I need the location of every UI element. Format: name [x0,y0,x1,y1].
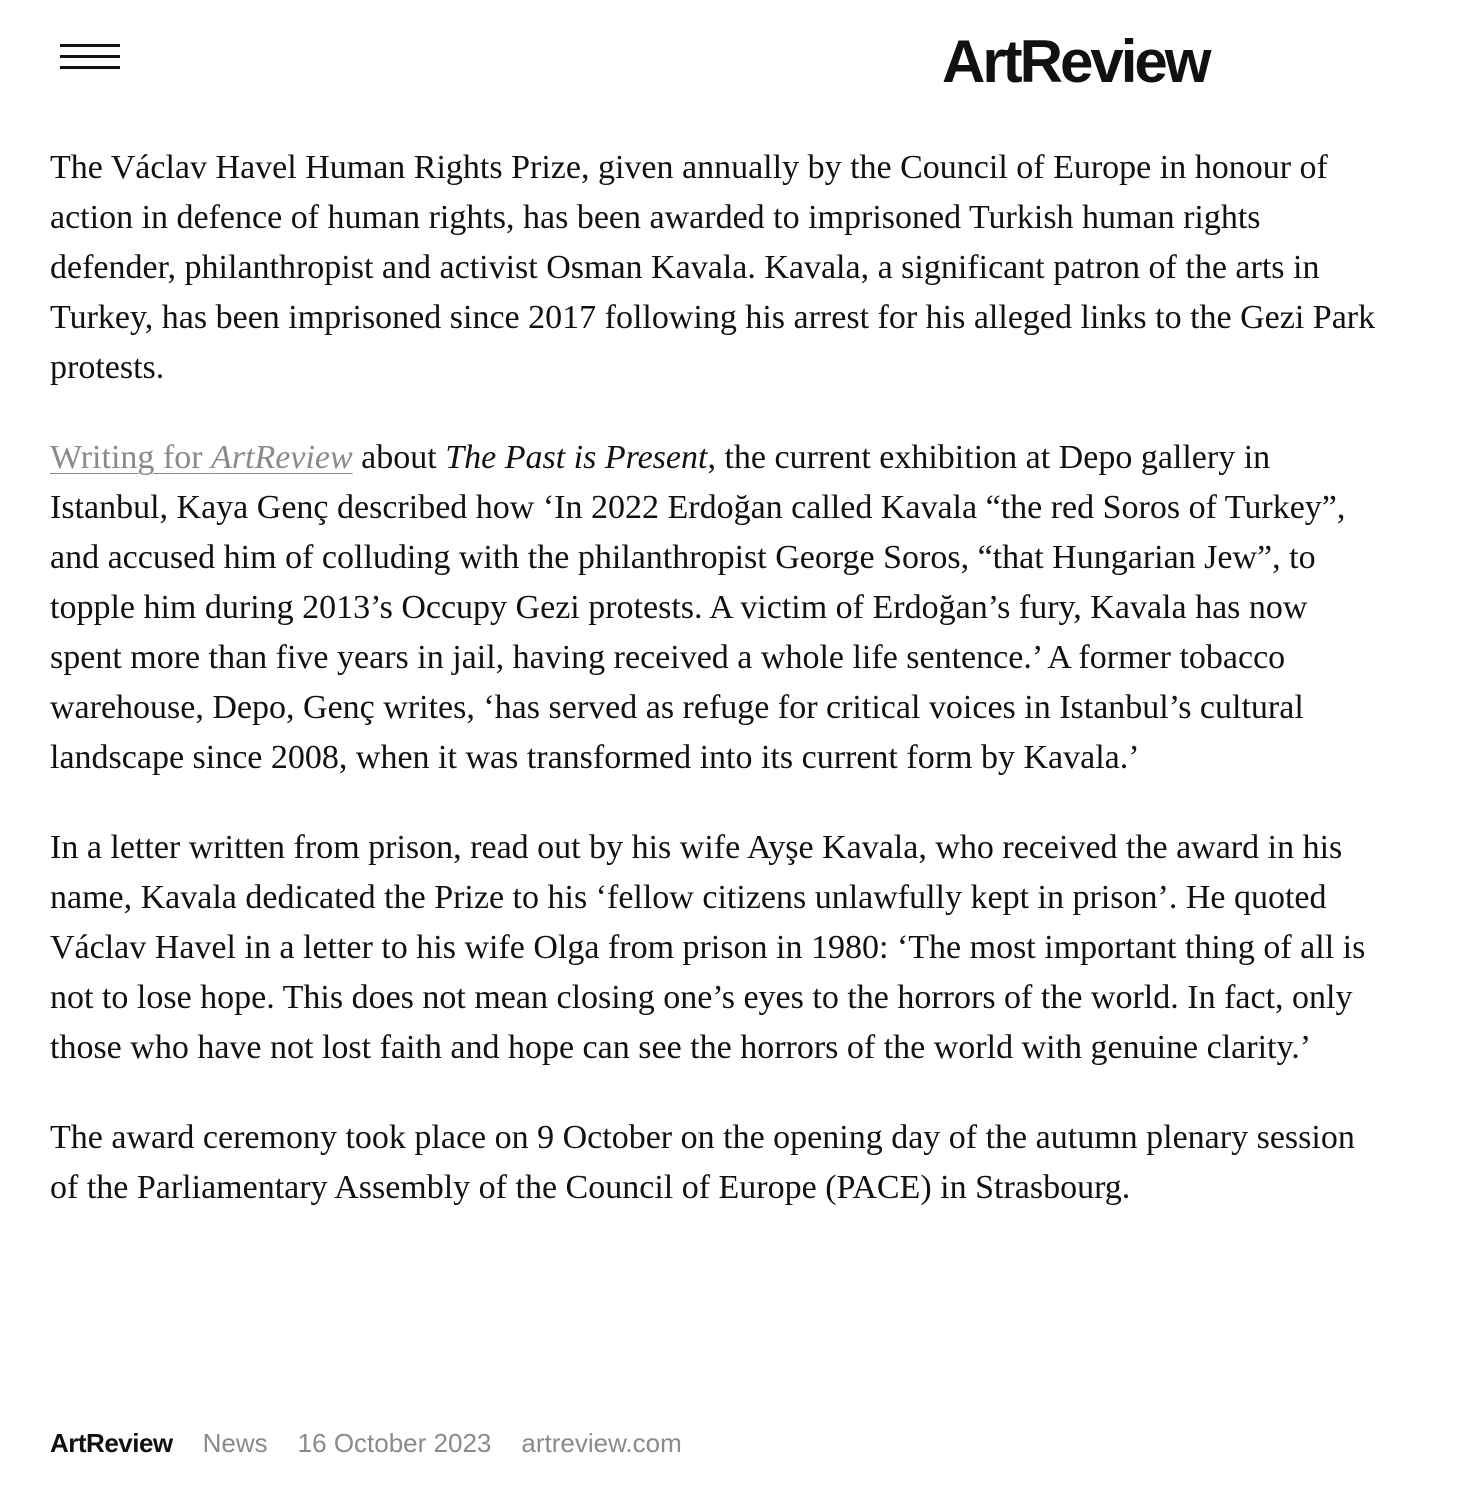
footer-brand[interactable]: ArtReview [50,1428,173,1458]
menu-bar-middle [60,55,120,58]
article-paragraph-4: The award ceremony took place on 9 October on the opening day of the autumn plenary session of the Parliamentary Assembly of the Council of Europe (PACE) in Strasbourg. [50,1119,1355,1206]
menu-bar-bottom [60,66,120,69]
footer-domain[interactable]: artreview.com [521,1428,682,1458]
menu-bar-top [60,44,120,47]
site-logo[interactable]: ArtReview [942,28,1209,95]
article-paragraph-3: In a letter written from prison, read out by his wife Ayşe Kavala, who received the award in his name, Kavala dedicated the Prize to his ‘fellow citizens unlawfully kept in prison’. He quoted Václav Havel in a letter to his wife Olga from prison in 1980: ‘The most important thing of all is not to lose hope. This does not mean closing one’s eyes to the horrors of the world. In fact, only those who have not lost faith and hope can see the horrors of the world with genuine clarity.’ [50,829,1366,1066]
link-italic-title: ArtReview [211,439,353,476]
site-header [0,0,1482,120]
link-prefix: Writing for [50,439,212,476]
paragraph-2-text-b: , the current exhibition at Depo gallery in Istanbul, Kaya Genç described how ‘In 2022 Erdoğan called Kavala “the red Soros of Turkey”, and accused him of colluding with the philanthropist George Soros, “that Hungarian Jew”, to topple him during 2013’s Occupy Gezi protests. A victim of Erdoğan’s fury, Kavala has now spent more than five years in jail, having received a whole life sentence.’ A former tobacco warehouse, Depo, Genç writes, ‘has served as refuge for critical voices in Istanbul’s cultural landscape since 2008, when it was transformed into its current form by Kavala.’ [50,439,1346,776]
hamburger-menu-icon[interactable] [60,44,120,74]
writing-for-artreview-link[interactable] [50,439,353,476]
article-body [50,143,1380,1253]
article-paragraph-2 [50,433,1380,783]
article-footer [50,1423,712,1463]
paragraph-2-text-a: about [352,439,446,476]
footer-section[interactable]: News [202,1428,268,1458]
article-paragraph-1: The Václav Havel Human Rights Prize, given annually by the Council of Europe in honour of action in defence of human rights, has been awarded to imprisoned Turkish human rights defender, philanthropist and activist Osman Kavala. Kavala, a significant patron of the arts in Turkey, has been imprisoned since 2017 following his arrest for his alleged links to the Gezi Park protests. [50,149,1376,386]
exhibition-title: The Past is Present [445,439,708,476]
footer-date: 16 October 2023 [297,1428,492,1458]
